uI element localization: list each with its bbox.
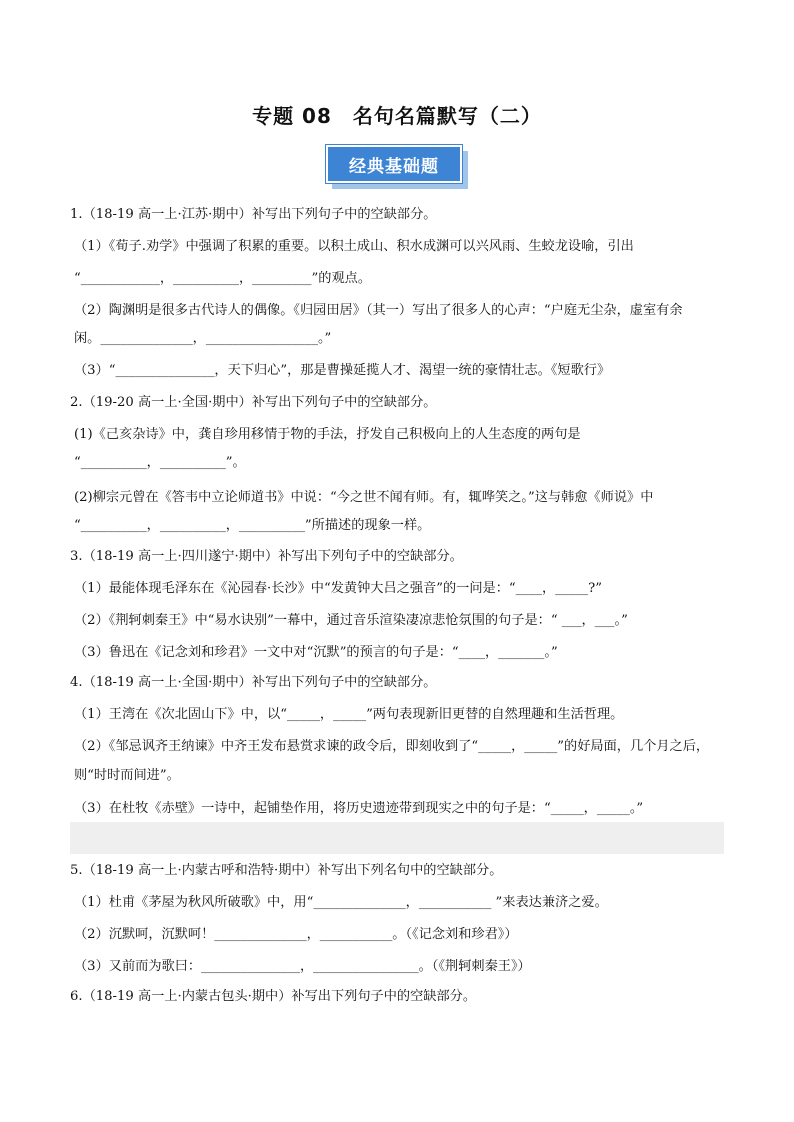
question-6-header: 6.（18-19 高一上·内蒙古包头·期中）补写出下列句子中的空缺部分。 [70,989,477,1004]
q1-sub-2: （2）陶渊明是很多古代诗人的偶像。《归园田居》（其一）写出了很多人的心声：“户庭无尘杂，虚室有余 [74,303,683,318]
q5-sub-1: （1）杜甫《茅屋为秋风所破歌》中，用“______________，___________ ”来表达兼济之爱。 [74,895,608,910]
q2-sub-1: (1)《己亥杂诗》中，龚自珍用移情于物的手法，抒发自己积极向上的人生态度的两句是 [74,427,581,442]
q2-sub-1-cont: “__________，__________”。 [74,455,246,470]
q5-sub-3: （3）又前而为歌曰：_______________，________________。（《荆轲刺秦王》） [74,959,531,974]
section-badge [326,145,470,191]
q4-sub-2: （2）《邹忌讽齐王纳谏》中齐王发布悬赏求谏的政令后，即刻收到了“_____，_____”的好局面，几个月之后， [74,739,710,754]
q1-sub-1-cont: “____________，__________，_________”的观点。 [74,271,372,286]
q1-sub-1: （1）《荀子.劝学》中强调了积累的重要。以积土成山、积水成渊可以兴风雨、生蛟龙设喻，引出 [74,239,634,254]
q3-sub-1: （1）最能体现毛泽东在《沁园春·长沙》中“发黄钟大吕之强音”的一问是：“____，_____?” [74,581,602,596]
question-4-header: 4.（18-19 高一上·全国·期中）补写出下列句子中的空缺部分。 [70,675,437,690]
q2-sub-2: (2)柳宗元曾在《答韦中立论师道书》中说：“今之世不闻有师。有，辄哗笑之。”这与韩愈《师说》中 [74,490,654,505]
q1-sub-2-cont: 闲。______________，_________________。” [74,331,332,346]
q3-sub-3: （3）鲁迅在《记念刘和珍君》一文中对“沉默”的预言的句子是：“____，_______。” [74,645,558,660]
question-1-header: 1.（18-19 高一上·江苏·期中）补写出下列句子中的空缺部分。 [70,207,437,222]
q3-sub-2: （2）《荆轲刺秦王》中“易水诀别”一幕中，通过音乐渲染凄凉悲怆氛围的句子是：“ ___，___。” [74,613,628,628]
q4-sub-2-cont: 则“时时而间进”。 [74,768,180,783]
q1-sub-3: （3）“_______________，天下归心”，那是曹操延揽人才、渴望一统的豪情壮志。《短歌行》 [74,363,611,378]
q2-sub-2-cont: “__________，__________，__________”所描述的现象一样。 [74,518,431,533]
q4-sub-1: （1）王湾在《次北固山下》中，以“_____，_____”两句表现新旧更替的自然理趣和生活哲理。 [74,707,624,722]
question-5-header: 5.（18-19 高一上·内蒙古呼和浩特·期中）补写出下列名句中的空缺部分。 [70,863,503,878]
question-2-header: 2.（19-20 高一上·全国·期中）补写出下列句子中的空缺部分。 [70,395,437,410]
q5-sub-2: （2）沉默呵，沉默呵！______________，___________。（《记念刘和珍君》） [74,927,518,942]
q4-sub-3: （3）在杜牧《赤壁》一诗中，起铺垫作用，将历史遗迹带到现实之中的句子是：“_____，_____。” [74,801,644,816]
badge-label: 经典基础题 [326,145,462,183]
page-title: 专题 08 名句名篇默写（二） [252,104,542,128]
question-3-header: 3.（18-19 高一上·四川遂宁·期中）补写出下列句子中的空缺部分。 [70,549,463,564]
gray-band [70,822,724,854]
